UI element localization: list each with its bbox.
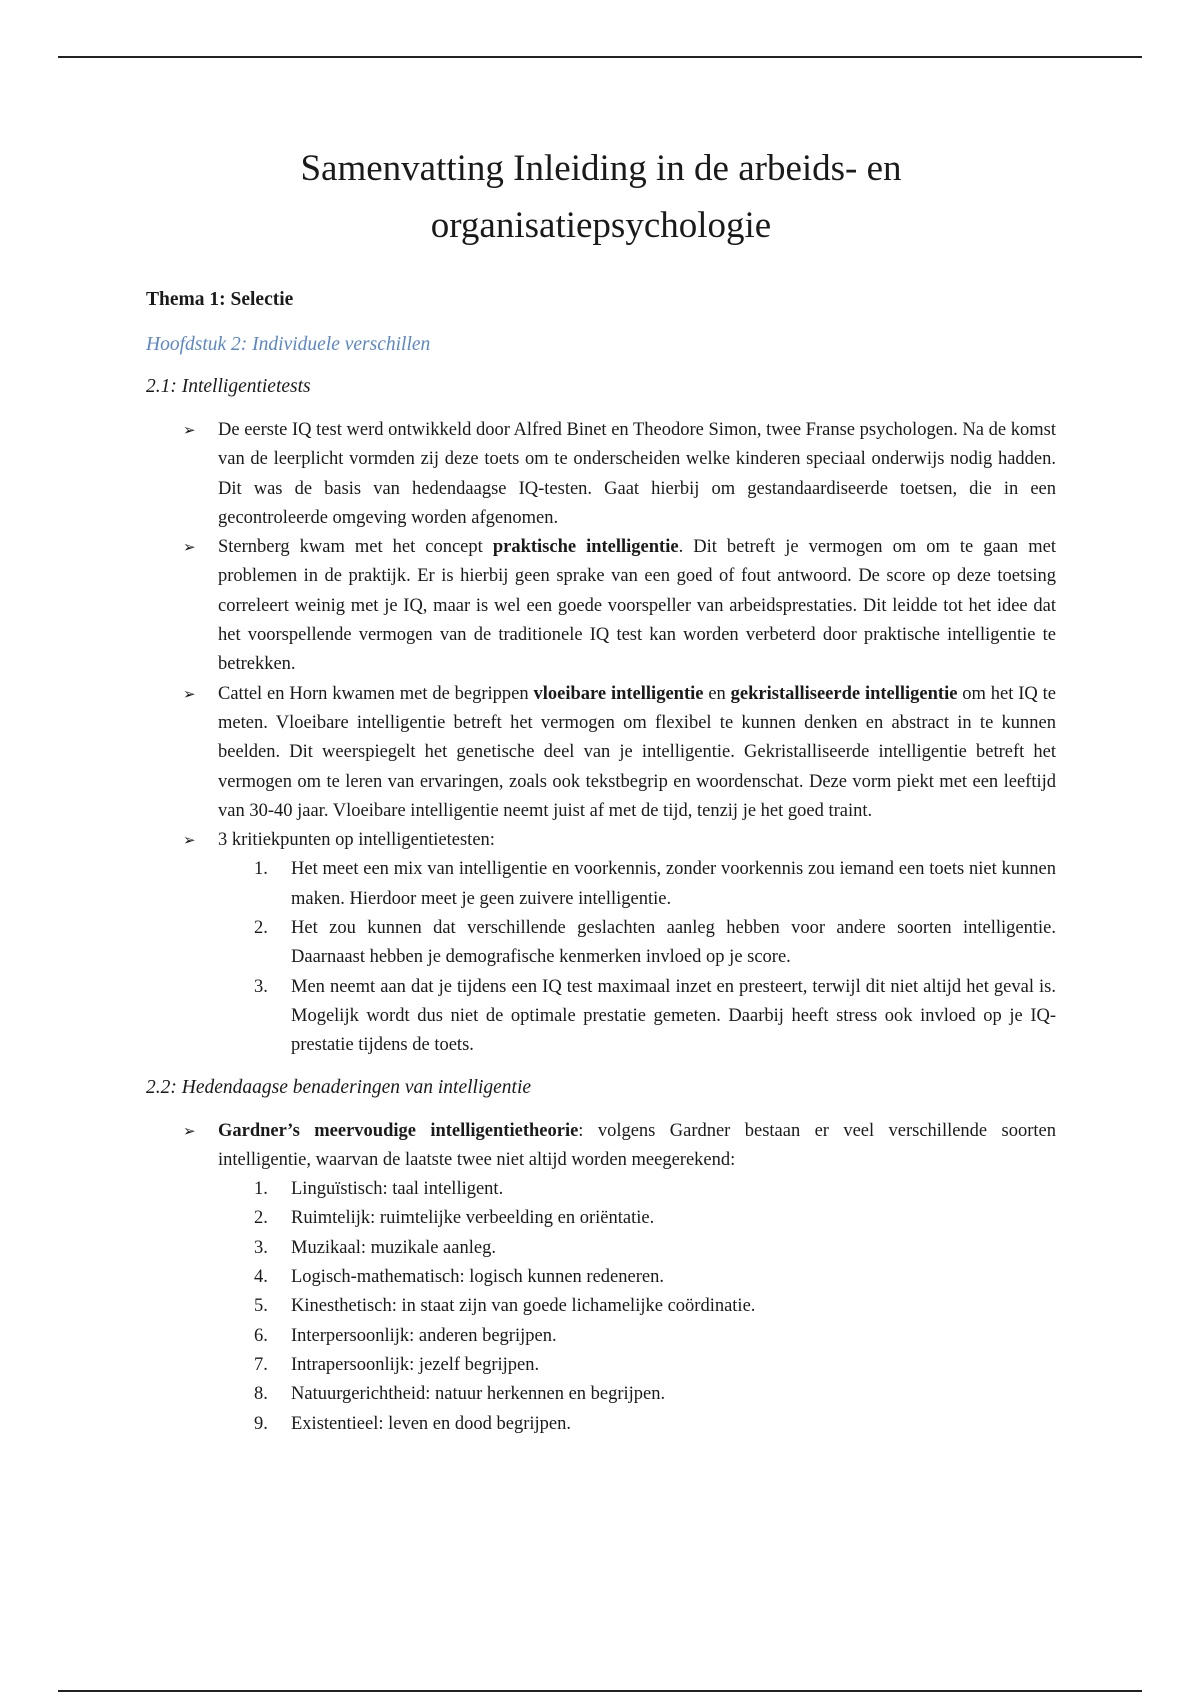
numbered-item: 9. Existentieel: leven en dood begrijpen. — [254, 1413, 571, 1434]
numbered-item: 3. Muzikaal: muzikale aanleg. — [254, 1237, 496, 1258]
numbered-item: 7. Intrapersoonlijk: jezelf begrijpen. — [254, 1354, 540, 1375]
list-item: ➢ De eerste IQ test werd ontwikkeld door Alfred Binet en Theodore Simon, twee Franse psychologen. Na de komst van de leerplicht vormden zij deze toets om te onderscheiden welke kinderen speciaal onderwijs nodig hadden. Dit was de basis van hedendaagse IQ-testen. Gaat hierbij om gestandaardiseerde toetsen, die in een gecontroleerde omgeving worden afgenomen. — [218, 416, 1056, 533]
numbered-item: 3. Men neemt aan dat je tijdens een IQ test maximaal inzet en presteert, terwijl dit niet altijd het geval is. Mogelijk wordt dus niet de optimale prestatie gemeten. Daarbij heeft stress ook invloed op je IQ-prestatie tijdens de toets. — [254, 976, 1056, 1056]
critiques-list — [218, 855, 1056, 1060]
numbered-item: 2. Ruimtelijk: ruimtelijke verbeelding en oriëntatie. — [254, 1208, 655, 1229]
term-vloeibare-intelligentie: vloeibare intelligentie — [533, 683, 704, 704]
title-line-2: organisatiepsychologie — [430, 205, 772, 246]
arrow-bullet-icon: ➢ — [183, 1121, 196, 1140]
section-heading-2-1: 2.1: Intelligentietests — [146, 376, 311, 397]
arrow-bullet-icon: ➢ — [183, 538, 196, 557]
list-item: ➢ Gardner’s meervoudige intelligentietheorie: volgens Gardner bestaan er veel verschillende soorten intelligentie, waarvan de laatste twee niet altijd worden meegerekend: 1. Linguïstisch: taal intelligent. 2. Ruimtelijk: ruimtelijke verbeelding en oriëntatie. 3. Muzikaal: muzikale aanleg. 4. Logisch-mathematisch: logisch kunnen redeneren. 5. Kinesthetisch: in staat zijn van goede lichamelijke coördinatie. 6. Interpersoonlijk: anderen begrijpen. 7. Intrapersoonlijk: jezelf begrijpen. 8. Natuurgerichtheid: natuur herkennen en begrijpen. 9. Existentieel: leven en dood begrijpen. — [218, 1117, 1056, 1439]
intelligence-tests-list — [146, 416, 1056, 1061]
numbered-item: 8. Natuurgerichtheid: natuur herkennen en begrijpen. — [254, 1384, 666, 1405]
numbered-item: 6. Interpersoonlijk: anderen begrijpen. — [254, 1325, 557, 1346]
gardner-list — [146, 1117, 1056, 1439]
list-item: ➢ Cattel en Horn kwamen met de begrippen vloeibare intelligentie en gekristalliseerde intelligentie om het IQ te meten. Vloeibare intelligentie betreft het vermogen om flexibel te kunnen denken en abstract in te kunnen beelden. Dit weerspiegelt het genetische deel van je intelligentie. Gekristalliseerde intelligentie betreft het vermogen om te leren van ervaringen, zoals ook tekstbegrip en woordenschat. Deze vorm piekt met een leeftijd van 30-40 jaar. Vloeibare intelligentie neemt juist af met de tijd, tenzij je het goed traint. — [218, 680, 1056, 826]
list-item: ➢ 3 kritiekpunten op intelligentietesten: 1. Het meet een mix van intelligentie en voorkennis, zonder voorkennis zou iemand een toets niet kunnen maken. Hierdoor meet je geen zuivere intelligentie. 2. Het zou kunnen dat verschillende geslachten aanleg hebben voor andere soorten intelligentie. Daarnaast hebben je demografische kenmerken invloed op je score. 3. Men neemt aan dat je tijdens een IQ test maximaal inzet en presteert, terwijl dit niet altijd het geval is. Mogelijk wordt dus niet de optimale prestatie gemeten. Daarbij heeft stress ook invloed op je IQ-prestatie tijdens de toets. — [218, 826, 1056, 1060]
numbered-item: 5. Kinesthetisch: in staat zijn van goede lichamelijke coördinatie. — [254, 1296, 756, 1317]
arrow-bullet-icon: ➢ — [183, 831, 196, 850]
numbered-item: 1. Het meet een mix van intelligentie en voorkennis, zonder voorkennis zou iemand een toets niet kunnen maken. Hierdoor meet je geen zuivere intelligentie. — [254, 859, 1056, 909]
numbered-item: 2. Het zou kunnen dat verschillende geslachten aanleg hebben voor andere soorten intelligentie. Daarnaast hebben je demografische kenmerken invloed op je score. — [254, 918, 1056, 968]
arrow-bullet-icon: ➢ — [183, 421, 196, 439]
section-heading-2-2: 2.2: Hedendaagse benaderingen van intelligentie — [146, 1076, 532, 1098]
title-line-1: Samenvatting Inleiding in de arbeids- en — [300, 148, 902, 189]
document-body — [146, 140, 1056, 1439]
theme-heading: Thema 1: Selectie — [146, 289, 294, 310]
chapter-heading: Hoofdstuk 2: Individuele verschillen — [146, 334, 431, 355]
list-item: ➢ Sternberg kwam met het concept praktische intelligentie. Dit betreft je vermogen om om te gaan met problemen in de praktijk. Er is hierbij geen sprake van een goed of fout antwoord. De score op deze toetsing correleert weinig met je IQ, maar is wel een goede voorspeller van arbeidsprestaties. Dit leidde tot het idee dat het voorspellende vermogen van de traditionele IQ test kan worden verbeterd door praktische intelligentie te betrekken. — [218, 533, 1056, 679]
header-rule — [58, 56, 1142, 58]
term-gekristalliseerde-intelligentie: gekristalliseerde intelligentie — [730, 683, 958, 704]
term-gardner: Gardner’s meervoudige intelligentietheorie — [218, 1120, 579, 1141]
document-title — [146, 140, 1056, 254]
footer-rule — [58, 1690, 1142, 1692]
arrow-bullet-icon: ➢ — [183, 684, 196, 703]
numbered-item: 4. Logisch-mathematisch: logisch kunnen redeneren. — [254, 1267, 664, 1288]
intelligence-types-list — [218, 1175, 1056, 1439]
numbered-item: 1. Linguïstisch: taal intelligent. — [254, 1179, 504, 1200]
term-praktische-intelligentie: praktische intelligentie — [492, 537, 679, 558]
